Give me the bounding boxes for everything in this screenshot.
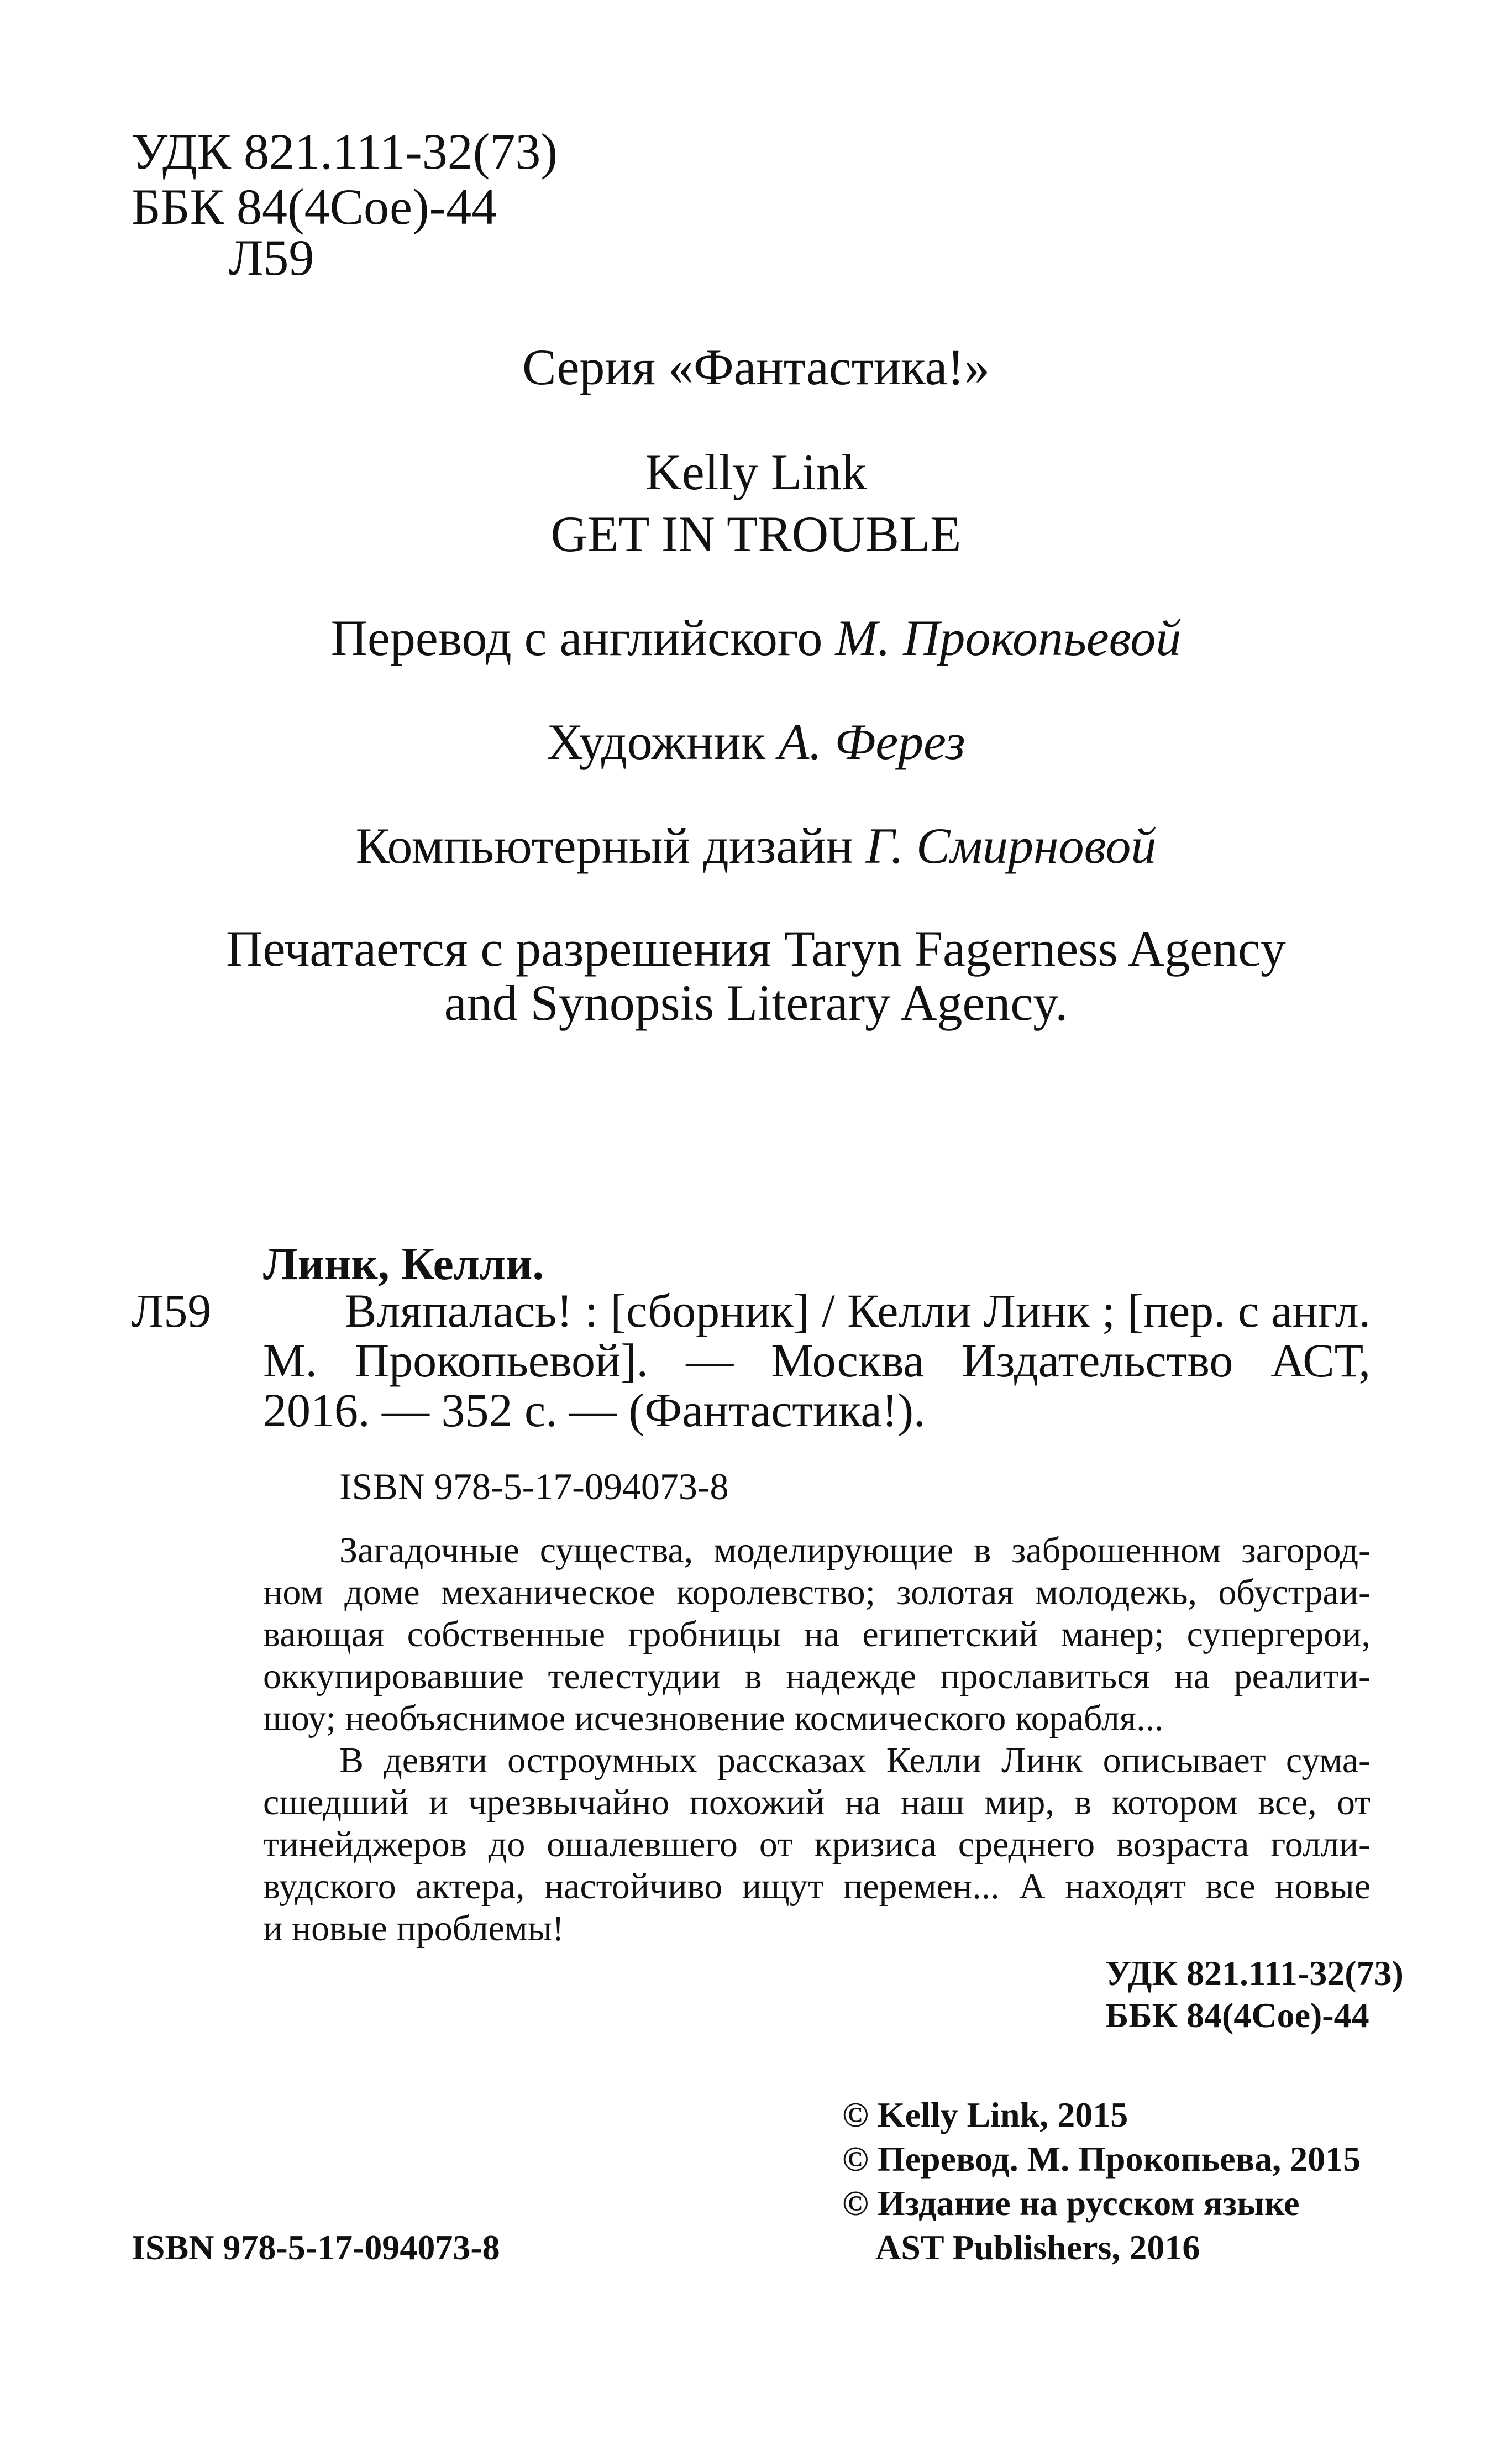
bottom-isbn: ISBN 978-5-17-094073-8 — [132, 2228, 500, 2267]
udk-code: УДК 821.111-32(73) — [132, 123, 558, 180]
annotation-line: шоу; необъяснимое исчезновение космического корабля... — [263, 1698, 1164, 1739]
designer-name: Г. Смирновой — [865, 818, 1157, 874]
catalog-desc-line-2: М. Прокопьевой]. — Москва Издательство АСТ, — [263, 1334, 1371, 1387]
copyright-line: © Перевод. М. Прокопьева, 2015 — [842, 2139, 1361, 2179]
catalog-heading: Линк, Келли. — [263, 1238, 544, 1290]
copyright-line: AST Publishers, 2016 — [875, 2228, 1200, 2267]
author-sign: Л59 — [229, 229, 314, 286]
design-credit — [0, 818, 1512, 874]
translator-name: М. Прокопьевой — [835, 610, 1182, 666]
design-label: Компьютерный дизайн — [355, 818, 853, 874]
artist-label: Художник — [547, 714, 766, 770]
annotation-line: Загадочные существа, моделирующие в заброшенном загород- — [339, 1530, 1371, 1570]
permission-line-1: Печатается с разрешения Taryn Fagerness Agency — [226, 920, 1286, 977]
annotation-line: сшедший и чрезвычайно похожий на наш мир, в котором все, от — [263, 1782, 1371, 1823]
annotation-line: вудского актера, настойчиво ищут перемен... А находят все новые — [263, 1866, 1371, 1907]
catalog-desc-line-1: Вляпалась! : [сборник] / Келли Линк ; [пер. с англ. — [345, 1284, 1371, 1337]
translation-credit — [0, 610, 1512, 666]
annotation-line: и новые проблемы! — [263, 1908, 565, 1949]
permission-line-2: and Synopsis Literary Agency. — [444, 975, 1068, 1031]
catalog-isbn: ISBN 978-5-17-094073-8 — [339, 1465, 729, 1507]
original-title: GET IN TROUBLE — [550, 506, 962, 562]
annotation-line: В девяти остроумных рассказах Келли Линк описывает сума- — [339, 1740, 1371, 1781]
artist-credit — [0, 714, 1512, 770]
udk-code-right: УДК 821.111-32(73) — [1105, 1954, 1404, 1993]
copyright-line: © Издание на русском языке — [842, 2184, 1300, 2223]
bbk-code-right: ББК 84(4Сое)-44 — [1105, 1996, 1369, 2035]
copyright-line: © Kelly Link, 2015 — [842, 2095, 1128, 2134]
catalog-desc-line-3: 2016. — 352 с. — (Фантастика!). — [263, 1384, 926, 1437]
bbk-code: ББК 84(4Сое)-44 — [132, 179, 497, 235]
artist-name: А. Ферез — [778, 714, 965, 770]
original-author: Kelly Link — [645, 444, 867, 500]
annotation-line: вающая собственные гробницы на египетский манер; супергерои, — [263, 1614, 1371, 1654]
series-title: Серия «Фантастика!» — [522, 339, 990, 395]
annotation-line: ном доме механическое королевство; золотая молодежь, обустраи- — [263, 1572, 1371, 1612]
annotation-line: тинейджеров до ошалевшего от кризиса среднего возраста голли- — [263, 1824, 1371, 1865]
annotation-line: оккупировавшие телестудии в надежде прославиться на реалити- — [263, 1656, 1371, 1696]
catalog-sign: Л59 — [132, 1284, 212, 1337]
translation-label: Перевод с английского — [330, 610, 823, 666]
